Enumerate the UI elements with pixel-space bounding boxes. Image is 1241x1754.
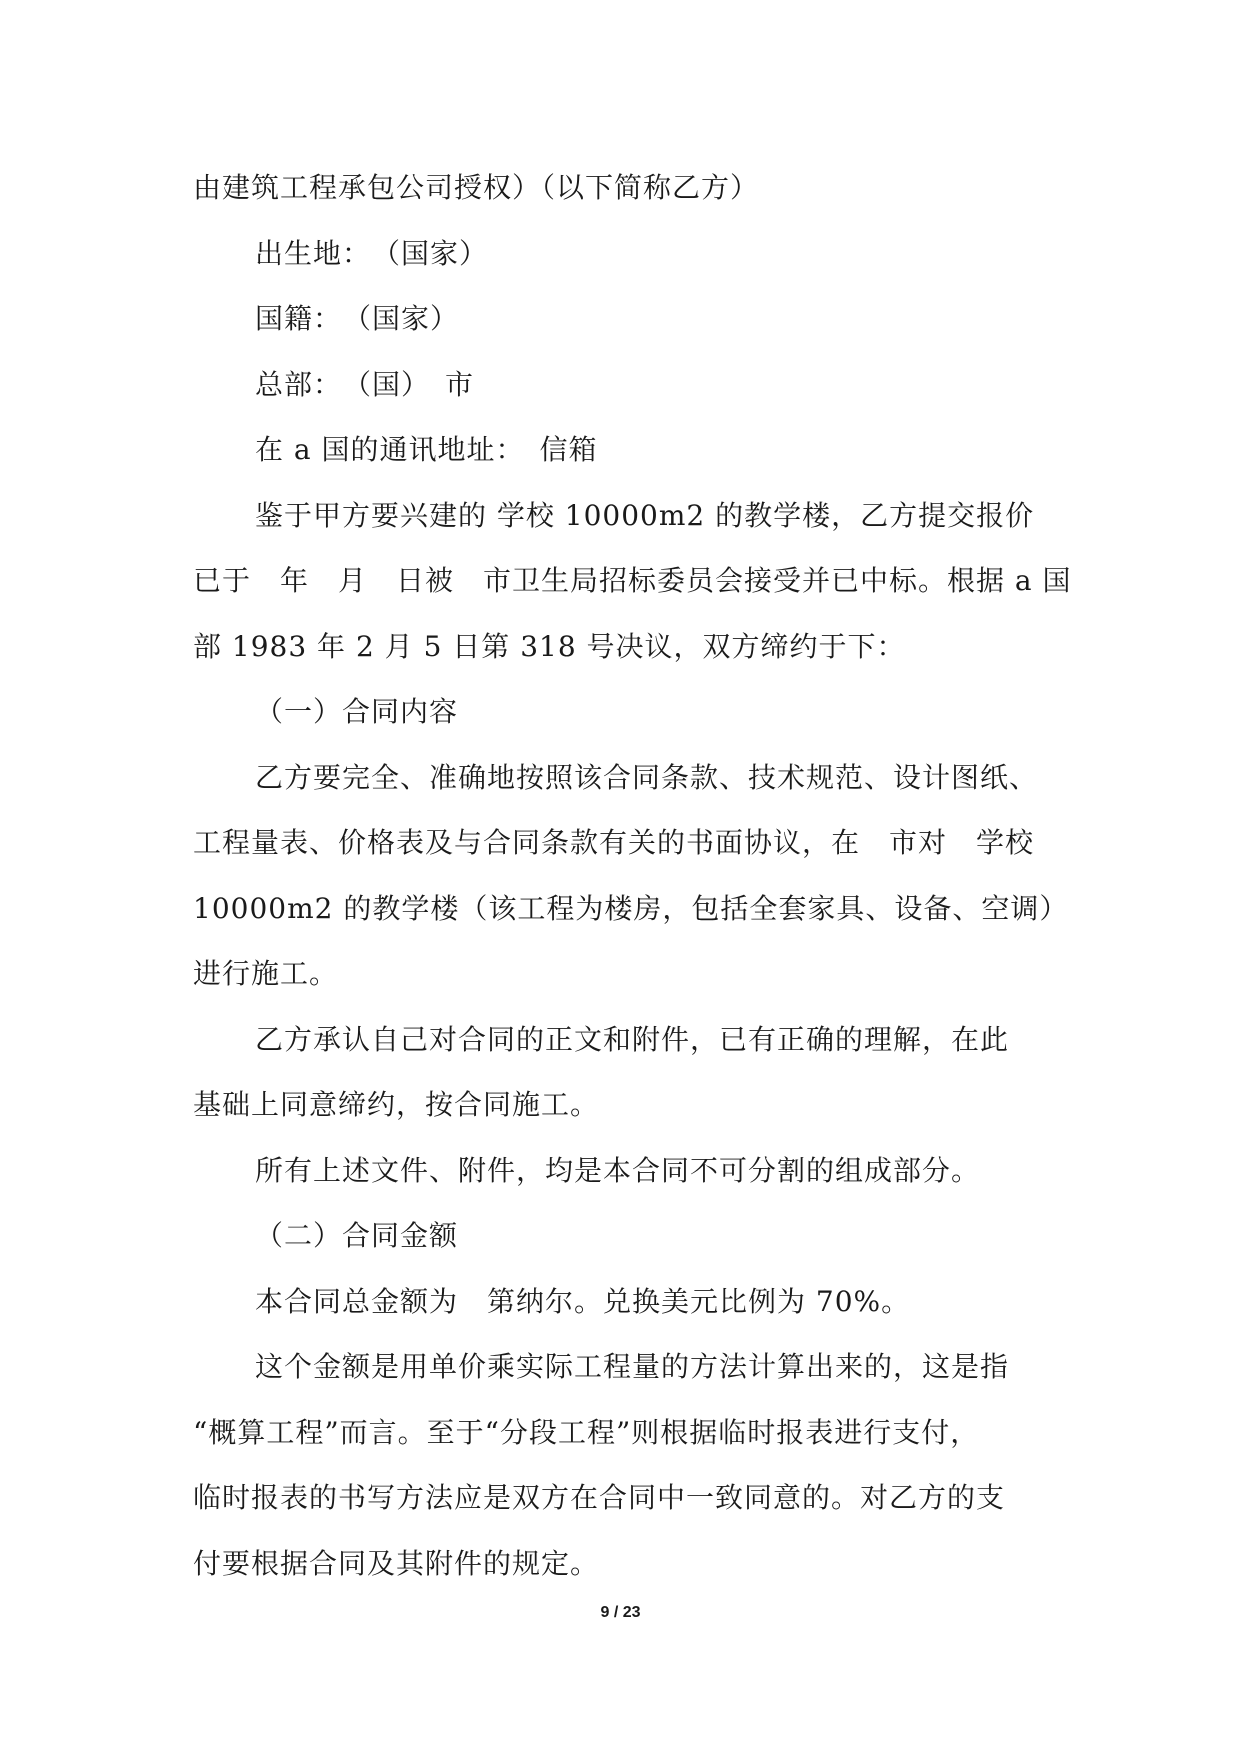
paragraph-line: 乙方承认自己对合同的正文和附件，已有正确的理解，在此	[255, 1022, 1010, 1056]
section-heading: （二）合同金额	[255, 1219, 459, 1252]
paragraph-line: 鉴于甲方要兴建的 学校 10000m2 的教学楼，乙方提交报价	[255, 498, 1035, 532]
paragraph-line: 部 1983 年 2 月 5 日第 318 号决议，双方缔约于下：	[193, 629, 906, 663]
paragraph-line: 10000m2 的教学楼（该工程为楼房，包括全套家具、设备、空调）	[193, 891, 1069, 925]
paragraph-line: 乙方要完全、准确地按照该合同条款、技术规范、设计图纸、	[255, 760, 1039, 794]
text-line: 在 a 国的通讯地址： 信箱	[255, 433, 598, 466]
text-line: 由建筑工程承包公司授权）（以下简称乙方）	[193, 171, 760, 204]
paragraph-line: 所有上述文件、附件，均是本合同不可分割的组成部分。	[255, 1153, 981, 1187]
paragraph-line: 付要根据合同及其附件的规定。	[193, 1546, 600, 1580]
text-line: 总部： （国） 市	[255, 367, 475, 401]
paragraph-line: 本合同总金额为 第纳尔。兑换美元比例为 70%。	[255, 1284, 911, 1318]
paragraph-line: 工程量表、价格表及与合同条款有关的书面协议，在 市对 学校	[193, 826, 1035, 859]
text-line: 国籍： （国家）	[255, 302, 460, 335]
paragraph-line: “概算工程”而言。至于“分段工程”则根据临时报表进行支付，	[193, 1415, 980, 1449]
document-body	[193, 155, 1072, 1596]
paragraph-line: 已于 年 月 日被 市卫生局招标委员会接受并已中标。根据 a 国	[193, 564, 1072, 597]
section-heading: （一）合同内容	[255, 695, 459, 728]
paragraph-line: 进行施工。	[193, 957, 339, 990]
paragraph-line: 临时报表的书写方法应是双方在合同中一致同意的。对乙方的支	[193, 1481, 1006, 1514]
page-number: 9 / 23	[600, 1604, 641, 1621]
paragraph-line: 基础上同意缔约，按合同施工。	[193, 1088, 600, 1121]
text-line: 出生地： （国家）	[255, 236, 489, 270]
paragraph-line: 这个金额是用单价乘实际工程量的方法计算出来的，这是指	[255, 1350, 1010, 1383]
